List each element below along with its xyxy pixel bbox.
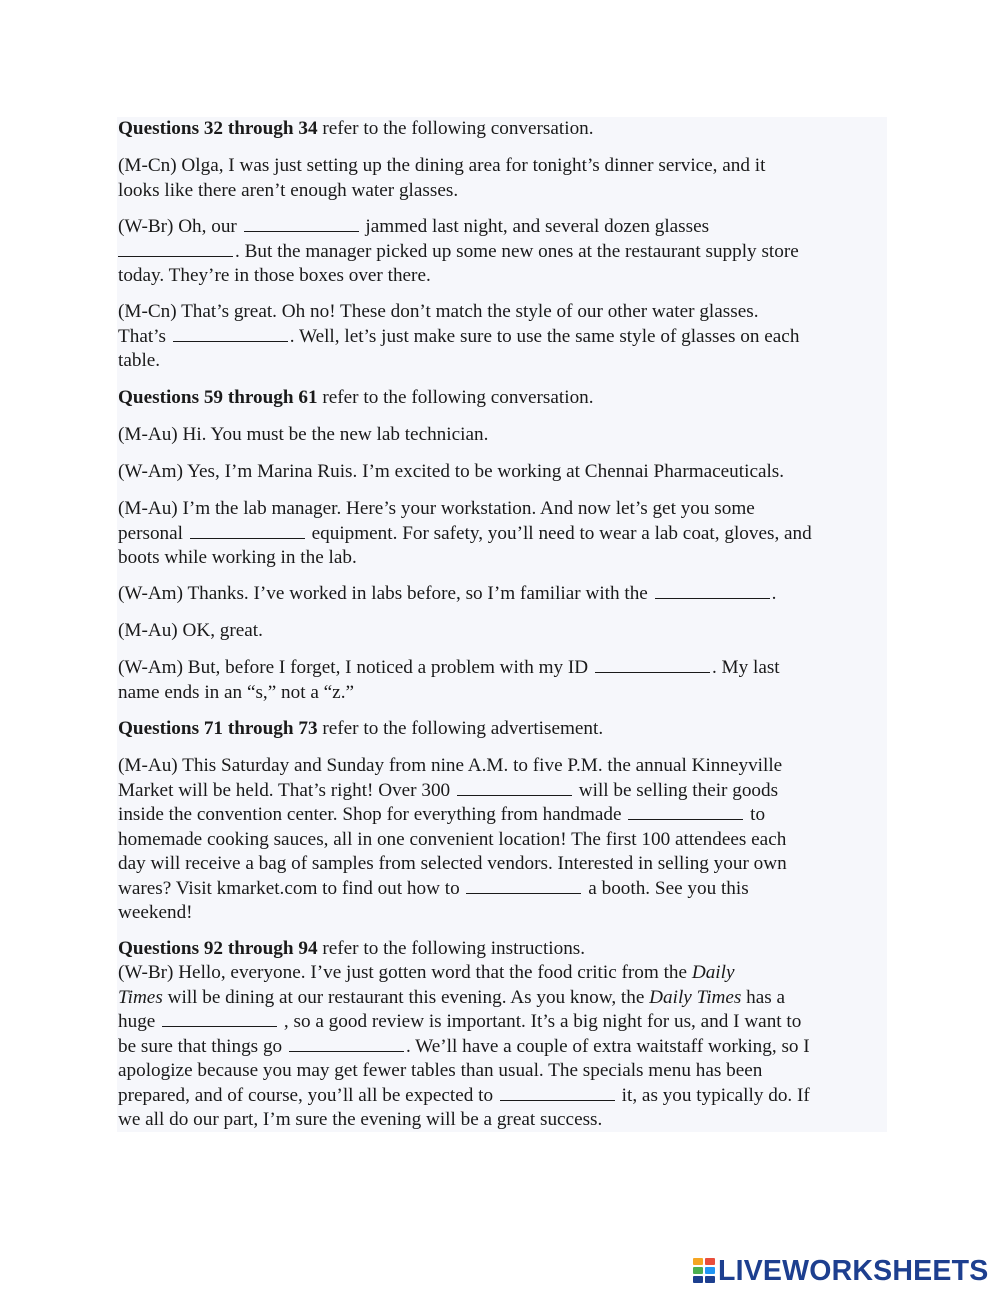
text-segment: has a bbox=[741, 986, 786, 1008]
heading-bold: Questions 92 through 94 bbox=[118, 938, 318, 959]
heading-rest: refer to the following conversation. bbox=[317, 387, 594, 408]
liveworksheets-logo[interactable] bbox=[693, 1256, 988, 1286]
text-line bbox=[118, 986, 886, 1011]
heading-bold: Questions 71 through 73 bbox=[118, 718, 318, 739]
text-line: (M-Au) OK, great. bbox=[118, 620, 263, 641]
blank-input[interactable] bbox=[628, 803, 743, 820]
blank-input[interactable] bbox=[289, 1035, 404, 1052]
text-segment: personal bbox=[118, 522, 188, 544]
blank-input[interactable] bbox=[162, 1010, 277, 1027]
dialogue-paragraph bbox=[118, 754, 886, 926]
italic-title: Daily Times bbox=[649, 986, 742, 1008]
text-segment: (W-Br) Hello, everyone. I’ve just gotten word that the food critic from the bbox=[118, 962, 692, 983]
text-line: we all do our part, I’m sure the evening will be a great success. bbox=[118, 1109, 603, 1130]
section-heading-71 bbox=[118, 717, 886, 742]
text-line: (W-Am) Yes, I’m Marina Ruis. I’m excited to be working at Chennai Pharmaceuticals. bbox=[118, 461, 785, 482]
section-heading-59 bbox=[118, 386, 886, 411]
text-segment: inside the convention center. Shop for everything from handmade bbox=[118, 804, 627, 825]
text-line: boots while working in the lab. bbox=[118, 547, 357, 568]
text-line: looks like there aren’t enough water glasses. bbox=[118, 179, 459, 201]
text-segment: . We’ll have a couple of extra waitstaff working, so I bbox=[405, 1035, 810, 1057]
heading-bold: Questions 32 through 34 bbox=[118, 118, 318, 139]
dialogue-paragraph bbox=[118, 582, 886, 607]
blank-input[interactable] bbox=[190, 522, 305, 539]
text-line: apologize because you may get fewer tables than usual. The specials menu has been bbox=[118, 1060, 763, 1081]
blank-input[interactable] bbox=[457, 779, 572, 796]
text-segment: (W-Am) But, before I forget, I noticed a problem with my ID bbox=[118, 657, 593, 678]
dialogue-paragraph bbox=[118, 619, 886, 644]
text-segment: be sure that things go bbox=[118, 1035, 287, 1057]
text-line bbox=[118, 1084, 886, 1109]
italic-title: Times bbox=[118, 986, 163, 1008]
text-line: (M-Cn) Olga, I was just setting up the dining area for tonight’s dinner service, and it bbox=[118, 155, 766, 176]
text-line bbox=[118, 1035, 886, 1060]
text-segment: a booth. See you this bbox=[583, 877, 749, 899]
dialogue-paragraph bbox=[118, 300, 886, 374]
text-line bbox=[118, 215, 886, 240]
text-segment: , so a good review is important. It’s a big night for us, and I want to bbox=[279, 1011, 802, 1032]
logo-text: LIVEWORKSHEETS bbox=[718, 1255, 989, 1287]
dialogue-paragraph bbox=[118, 497, 886, 571]
blank-input[interactable] bbox=[173, 325, 288, 342]
italic-title: Daily bbox=[691, 962, 735, 983]
text-line: (M-Cn) That’s great. Oh no! These don’t match the style of our other water glasses. bbox=[118, 301, 759, 322]
text-line bbox=[118, 779, 886, 804]
blank-input[interactable] bbox=[244, 215, 359, 232]
text-segment: wares? Visit kmarket.com to find out how to bbox=[118, 877, 465, 899]
text-segment: (W-Br) Oh, our bbox=[118, 216, 242, 237]
text-segment: equipment. For safety, you’ll need to wear a lab coat, gloves, and bbox=[306, 522, 812, 544]
text-line: (M-Au) I’m the lab manager. Here’s your workstation. And now let’s get you some bbox=[118, 498, 755, 519]
text-segment: . But the manager picked up some new ones at the restaurant supply store bbox=[235, 240, 799, 262]
text-line: day will receive a bag of samples from selected vendors. Interested in selling your own bbox=[118, 853, 787, 874]
heading-rest: refer to the following instructions. bbox=[317, 938, 586, 959]
blank-input[interactable] bbox=[595, 656, 710, 673]
heading-bold: Questions 59 through 61 bbox=[118, 387, 318, 408]
text-segment: That’s bbox=[118, 325, 171, 347]
text-line bbox=[118, 1010, 886, 1035]
section-heading-32 bbox=[118, 117, 886, 142]
text-line bbox=[118, 656, 886, 681]
blank-input[interactable] bbox=[500, 1084, 615, 1101]
blank-input[interactable] bbox=[655, 582, 770, 599]
dialogue-paragraph bbox=[118, 423, 886, 448]
text-line bbox=[118, 522, 886, 547]
text-line bbox=[118, 877, 886, 902]
text-line: name ends in an “s,” not a “z.” bbox=[118, 681, 355, 703]
liveworksheets-logo-icon bbox=[693, 1258, 715, 1284]
text-line: (M-Au) This Saturday and Sunday from nine A.M. to five P.M. the annual Kinneyville bbox=[118, 755, 783, 776]
text-line: table. bbox=[118, 350, 161, 371]
text-segment: . bbox=[771, 583, 777, 604]
text-segment: . My last bbox=[711, 657, 780, 678]
text-segment: huge bbox=[118, 1011, 161, 1032]
text-line bbox=[118, 582, 886, 607]
dialogue-paragraph bbox=[118, 215, 886, 289]
text-segment: to bbox=[745, 804, 766, 825]
blank-input[interactable] bbox=[466, 877, 581, 894]
blank-input[interactable] bbox=[118, 240, 233, 257]
section-heading-92 bbox=[118, 937, 886, 962]
dialogue-paragraph bbox=[118, 961, 886, 1133]
text-segment: (W-Am) Thanks. I’ve worked in labs before, so I’m familiar with the bbox=[118, 583, 653, 604]
text-segment: Market will be held. That’s right! Over 300 bbox=[118, 779, 455, 801]
heading-rest: refer to the following conversation. bbox=[317, 118, 594, 139]
dialogue-paragraph bbox=[118, 656, 886, 705]
text-segment: . Well, let’s just make sure to use the same style of glasses on each bbox=[289, 325, 800, 347]
dialogue-paragraph bbox=[118, 460, 886, 485]
text-segment: prepared, and of course, you’ll all be expected to bbox=[118, 1084, 498, 1106]
text-line bbox=[118, 240, 886, 265]
text-line: today. They’re in those boxes over there. bbox=[118, 265, 431, 286]
text-line bbox=[118, 803, 886, 828]
text-segment: will be dining at our restaurant this evening. As you know, the bbox=[162, 986, 650, 1008]
text-line: (M-Au) Hi. You must be the new lab technician. bbox=[118, 424, 489, 445]
text-segment: will be selling their goods bbox=[573, 779, 779, 801]
text-line bbox=[118, 325, 886, 350]
text-line: weekend! bbox=[118, 902, 193, 923]
text-segment: jammed last night, and several dozen glasses bbox=[360, 216, 710, 237]
text-line bbox=[118, 961, 886, 986]
heading-rest: refer to the following advertisement. bbox=[317, 718, 604, 739]
text-line: homemade cooking sauces, all in one convenient location! The first 100 attendees each bbox=[118, 828, 787, 850]
worksheet-content bbox=[117, 117, 887, 1132]
dialogue-paragraph bbox=[118, 154, 886, 203]
text-segment: it, as you typically do. If bbox=[616, 1084, 810, 1106]
